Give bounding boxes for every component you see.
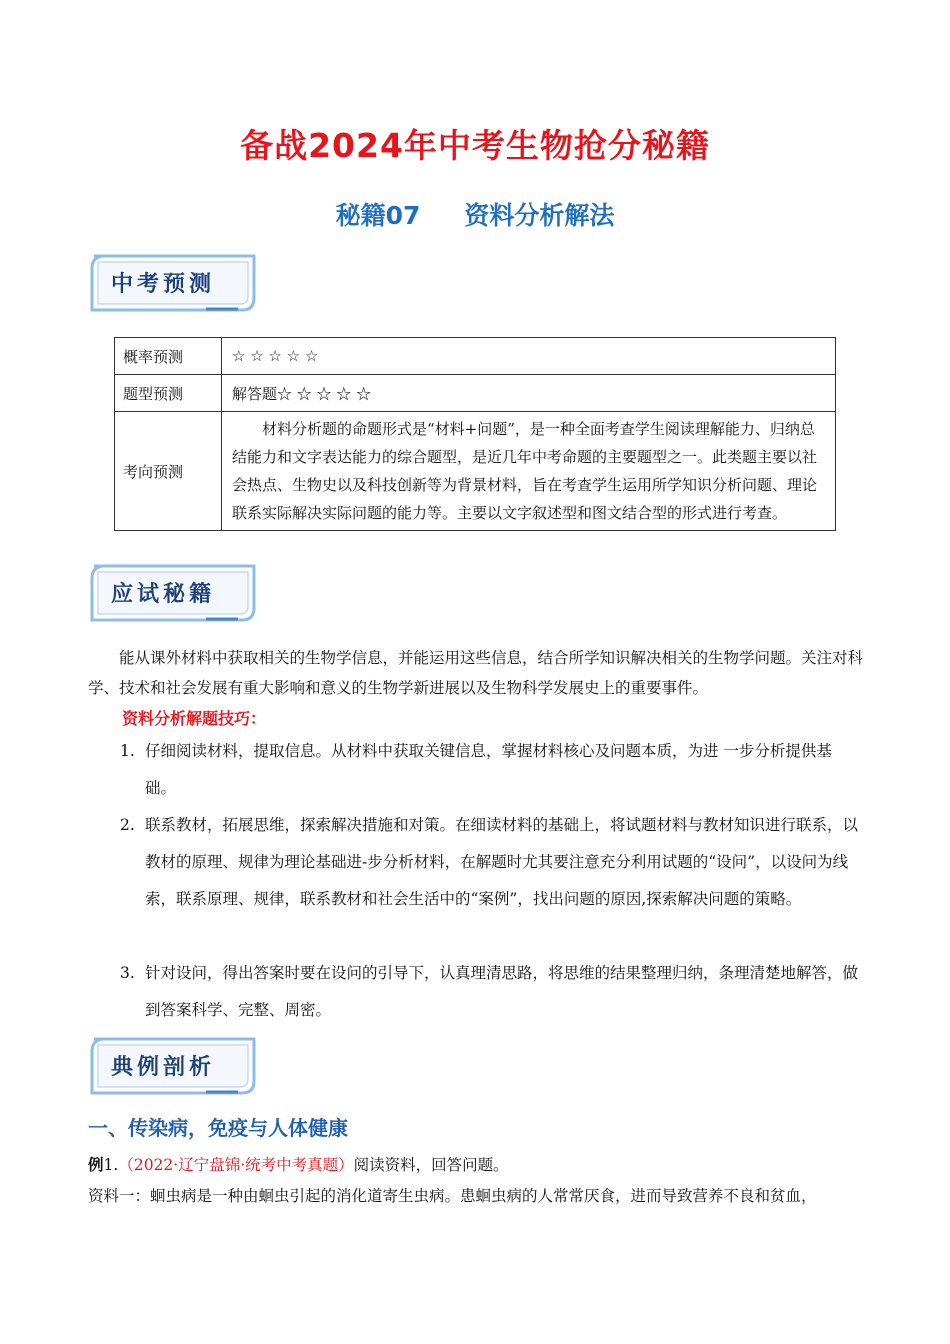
table-row [115, 375, 836, 412]
table-row [115, 338, 836, 375]
section-title: 一、传染病，免疫与人体健康 [88, 1116, 348, 1140]
document-subtitle [0, 196, 950, 232]
banner-prediction [88, 254, 258, 314]
item-text: 联系教材，拓展思维，探索解决措施和对策。在细读材料的基础上，将试题材料与教材知识进行联系，以教材的原理、规律为理论基础进-步分析材料，在解题时尤其要注意充分利用试题的“设问”，以设问为线索，联系原理、规律，联系教材和社会生活中的“案例”，找出问题的原因,探索解决问题的策略。 [145, 816, 859, 908]
item-number: 1. [120, 742, 135, 760]
example-label: 例 [88, 1156, 104, 1174]
example-line [88, 1152, 509, 1178]
subtitle-topic: 资料分析解法 [464, 201, 615, 230]
tips-heading: 资料分析解题技巧： [122, 709, 267, 728]
item-number: 3. [120, 964, 135, 982]
row-label: 考向预测 [115, 412, 222, 531]
banner-prediction-label: 中考预测 [110, 271, 215, 297]
example-source-open: （ [118, 1156, 134, 1174]
example-source: 2022·辽宁盘锦·统考中考真题 [133, 1156, 339, 1174]
row-value: 解答题☆ ☆ ☆ ☆ ☆ [222, 375, 836, 412]
example-number: 1. [103, 1156, 119, 1174]
tips-intro: 能从课外材料中获取相关的生物学信息，并能运用这些信息，结合所学知识解决相关的生物学问题。关注对科学、技术和社会发展有重大影响和意义的生物学新进展以及生物科学发展史上的重要事件。 [88, 649, 864, 697]
table-row [115, 412, 836, 531]
example-source-close: ） [338, 1156, 354, 1174]
example-prompt: 阅读资料，回答问题。 [353, 1156, 509, 1174]
document-title: 备战2024年中考生物抢分秘籍 [240, 126, 710, 165]
list-item [120, 733, 860, 807]
subtitle-number: 秘籍07 [335, 201, 421, 230]
row-label: 概率预测 [115, 338, 222, 375]
banner-tips [88, 564, 258, 624]
example-material: 资料一：蛔虫病是一种由蛔虫引起的消化道寄生虫病。患蛔虫病的人常常厌食，进而导致营养不良和贫血， [88, 1187, 817, 1205]
list-item [120, 807, 860, 918]
item-number: 2. [120, 816, 135, 834]
item-text: 仔细阅读材料，提取信息。从材料中获取关键信息，掌握材料核心及问题本质，为进 一步分析提供基础。 [145, 742, 832, 797]
banner-examples-label: 典例剖析 [110, 1054, 215, 1080]
item-text: 针对设问，得出答案时要在设问的引导下，认真理清思路，将思维的结果整理归纳，条理清楚地解答，做到答案科学、完整、周密。 [145, 964, 859, 1019]
row-value: 材料分析题的命题形式是“材料+问题”，是一种全面考查学生阅读理解能力、归纳总结能力和文字表达能力的综合题型，是近几年中考命题的主要题型之一。此类题主要以社会热点、生物史以及科技创新等为背景材料，旨在考查学生运用所学知识分析问题、理论联系实际解决实际问题的能力等。主要以文字叙述型和图文结合型的形式进行考查。 [222, 412, 836, 531]
banner-tips-label: 应试秘籍 [110, 581, 215, 607]
row-label: 题型预测 [115, 375, 222, 412]
banner-examples [88, 1037, 258, 1097]
list-item [120, 955, 860, 1029]
row-value: ☆ ☆ ☆ ☆ ☆ [222, 338, 836, 375]
prediction-table [114, 337, 836, 531]
